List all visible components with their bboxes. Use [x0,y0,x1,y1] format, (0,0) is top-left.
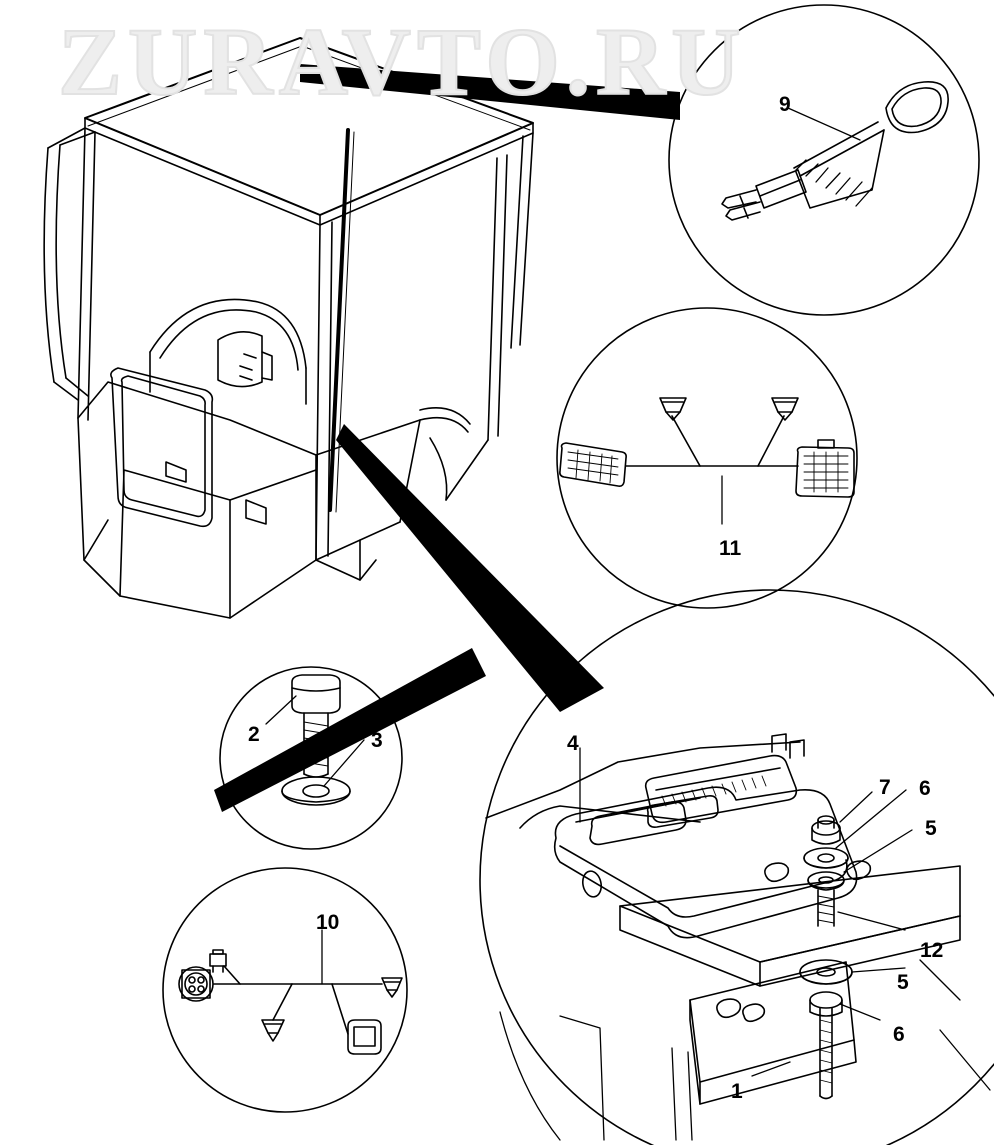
callout-7: 7 [879,776,891,799]
callout-9: 9 [779,93,791,116]
antenna-cable-detail [669,5,979,315]
callout-4: 4 [567,732,579,755]
callout-2: 2 [248,723,260,746]
cab-frame-assembly [44,38,533,618]
callout-6-lower: 6 [893,1023,905,1046]
sensor-harness-detail [163,868,407,1112]
watermark: ZURAVTO.RU [58,8,747,115]
callout-5-upper: 5 [925,817,937,840]
callout-5-lower: 5 [897,971,909,994]
callout-11: 11 [719,537,742,560]
pointer-wedges [214,64,680,812]
callout-10: 10 [316,911,340,934]
callout-1: 1 [731,1080,743,1103]
callout-6-upper: 6 [919,777,931,800]
callout-3: 3 [371,729,383,752]
callout-12: 12 [920,939,944,962]
wiring-harness-detail [557,308,857,608]
